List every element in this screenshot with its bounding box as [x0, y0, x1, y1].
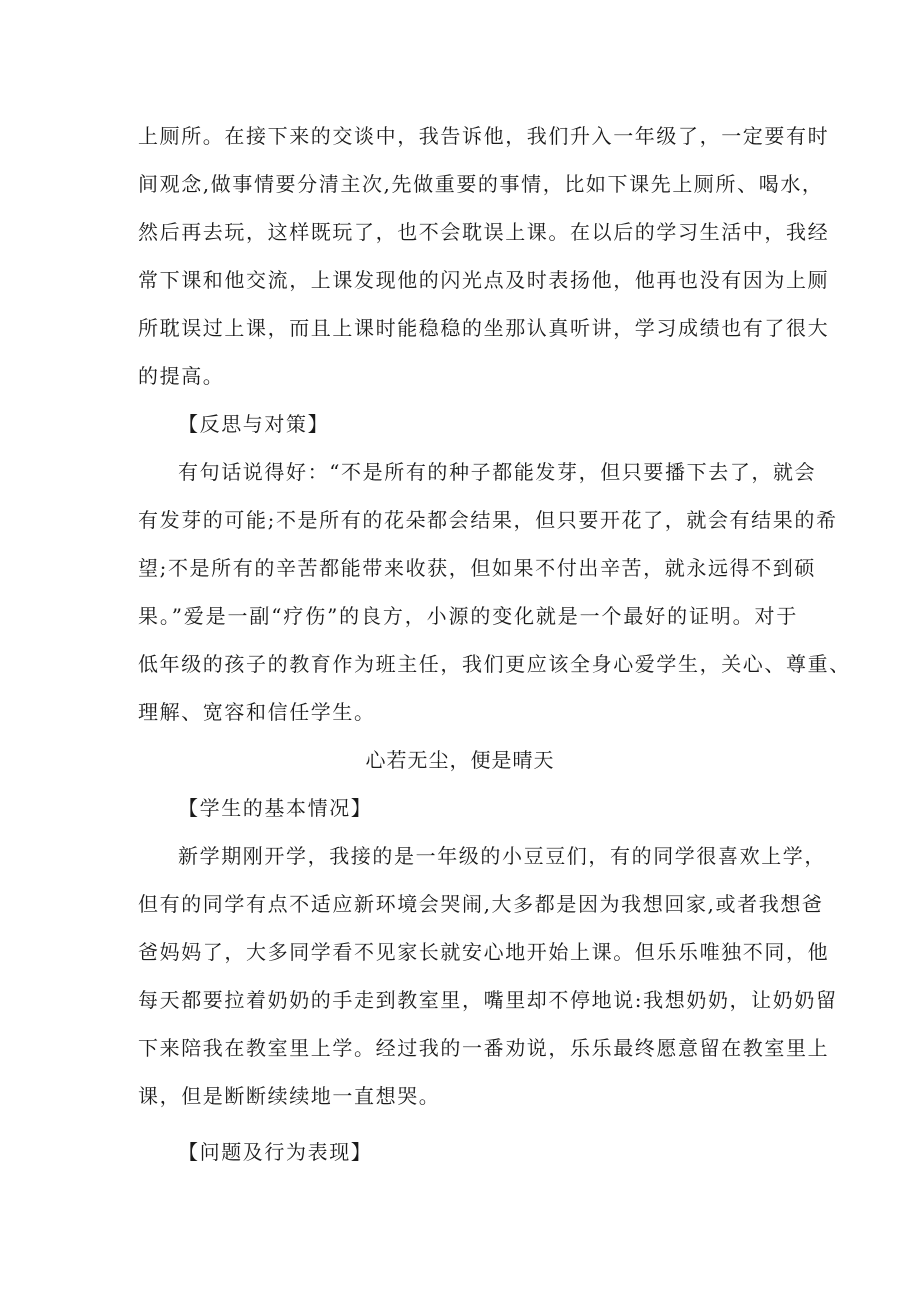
paragraph-line: 课，但是断断续续地一直想哭。	[138, 1084, 441, 1108]
section-heading-basic-info: 【学生的基本情况】	[178, 796, 373, 820]
paragraph-line: 但有的同学有点不适应新环境会哭闹,大多都是因为我想回家,或者我想爸	[138, 892, 824, 916]
paragraph-line: 常下课和他交流，上课发现他的闪光点及时表扬他，他再也没有因为上厕	[138, 268, 830, 292]
paragraph-line: 低年级的孩子的教育作为班主任，我们更应该全身心爱学生，关心、尊重、	[138, 652, 851, 676]
paragraph-line: 下来陪我在教室里上学。经过我的一番劝说，乐乐最终愿意留在教室里上	[138, 1036, 830, 1060]
paragraph-line: 每天都要拉着奶奶的手走到教室里，嘴里却不停地说:我想奶奶，让奶奶留	[138, 988, 838, 1012]
paragraph-line: 有句话说得好：“不是所有的种子都能发芽，但只要播下去了，就会	[178, 460, 817, 484]
paragraph-line: 所耽误过上课，而且上课时能稳稳的坐那认真听讲，学习成绩也有了很大	[138, 316, 830, 340]
section-heading-problem: 【问题及行为表现】	[178, 1140, 373, 1164]
paragraph-line: 望;不是所有的辛苦都能带来收获，但如果不付出辛苦，就永远得不到硕	[138, 556, 816, 580]
paragraph-line: 果。”爱是一副“疗伤”的良方，小源的变化就是一个最好的证明。对于	[138, 604, 798, 628]
article-title: 心若无尘，便是晴天	[365, 748, 555, 772]
paragraph-line: 上厕所。在接下来的交谈中，我告诉他，我们升入一年级了，一定要有时	[138, 124, 830, 148]
paragraph-line: 然后再去玩，这样既玩了，也不会耽误上课。在以后的学习生活中，我经	[138, 220, 830, 244]
paragraph-line: 间观念,做事情要分清主次,先做重要的事情，比如下课先上厕所、喝水，	[138, 172, 824, 196]
paragraph-line: 的提高。	[138, 364, 225, 388]
paragraph-line: 爸妈妈了，大多同学看不见家长就安心地开始上课。但乐乐唯独不同，他	[138, 940, 830, 964]
paragraph-line: 新学期刚开学，我接的是一年级的小豆豆们，有的同学很喜欢上学，	[178, 844, 826, 868]
paragraph-line: 有发芽的可能;不是所有的花朵都会结果，但只要开花了，就会有结果的希	[138, 508, 838, 532]
paragraph-line: 理解、宽容和信任学生。	[138, 700, 376, 724]
section-heading-reflection: 【反思与对策】	[178, 412, 330, 436]
